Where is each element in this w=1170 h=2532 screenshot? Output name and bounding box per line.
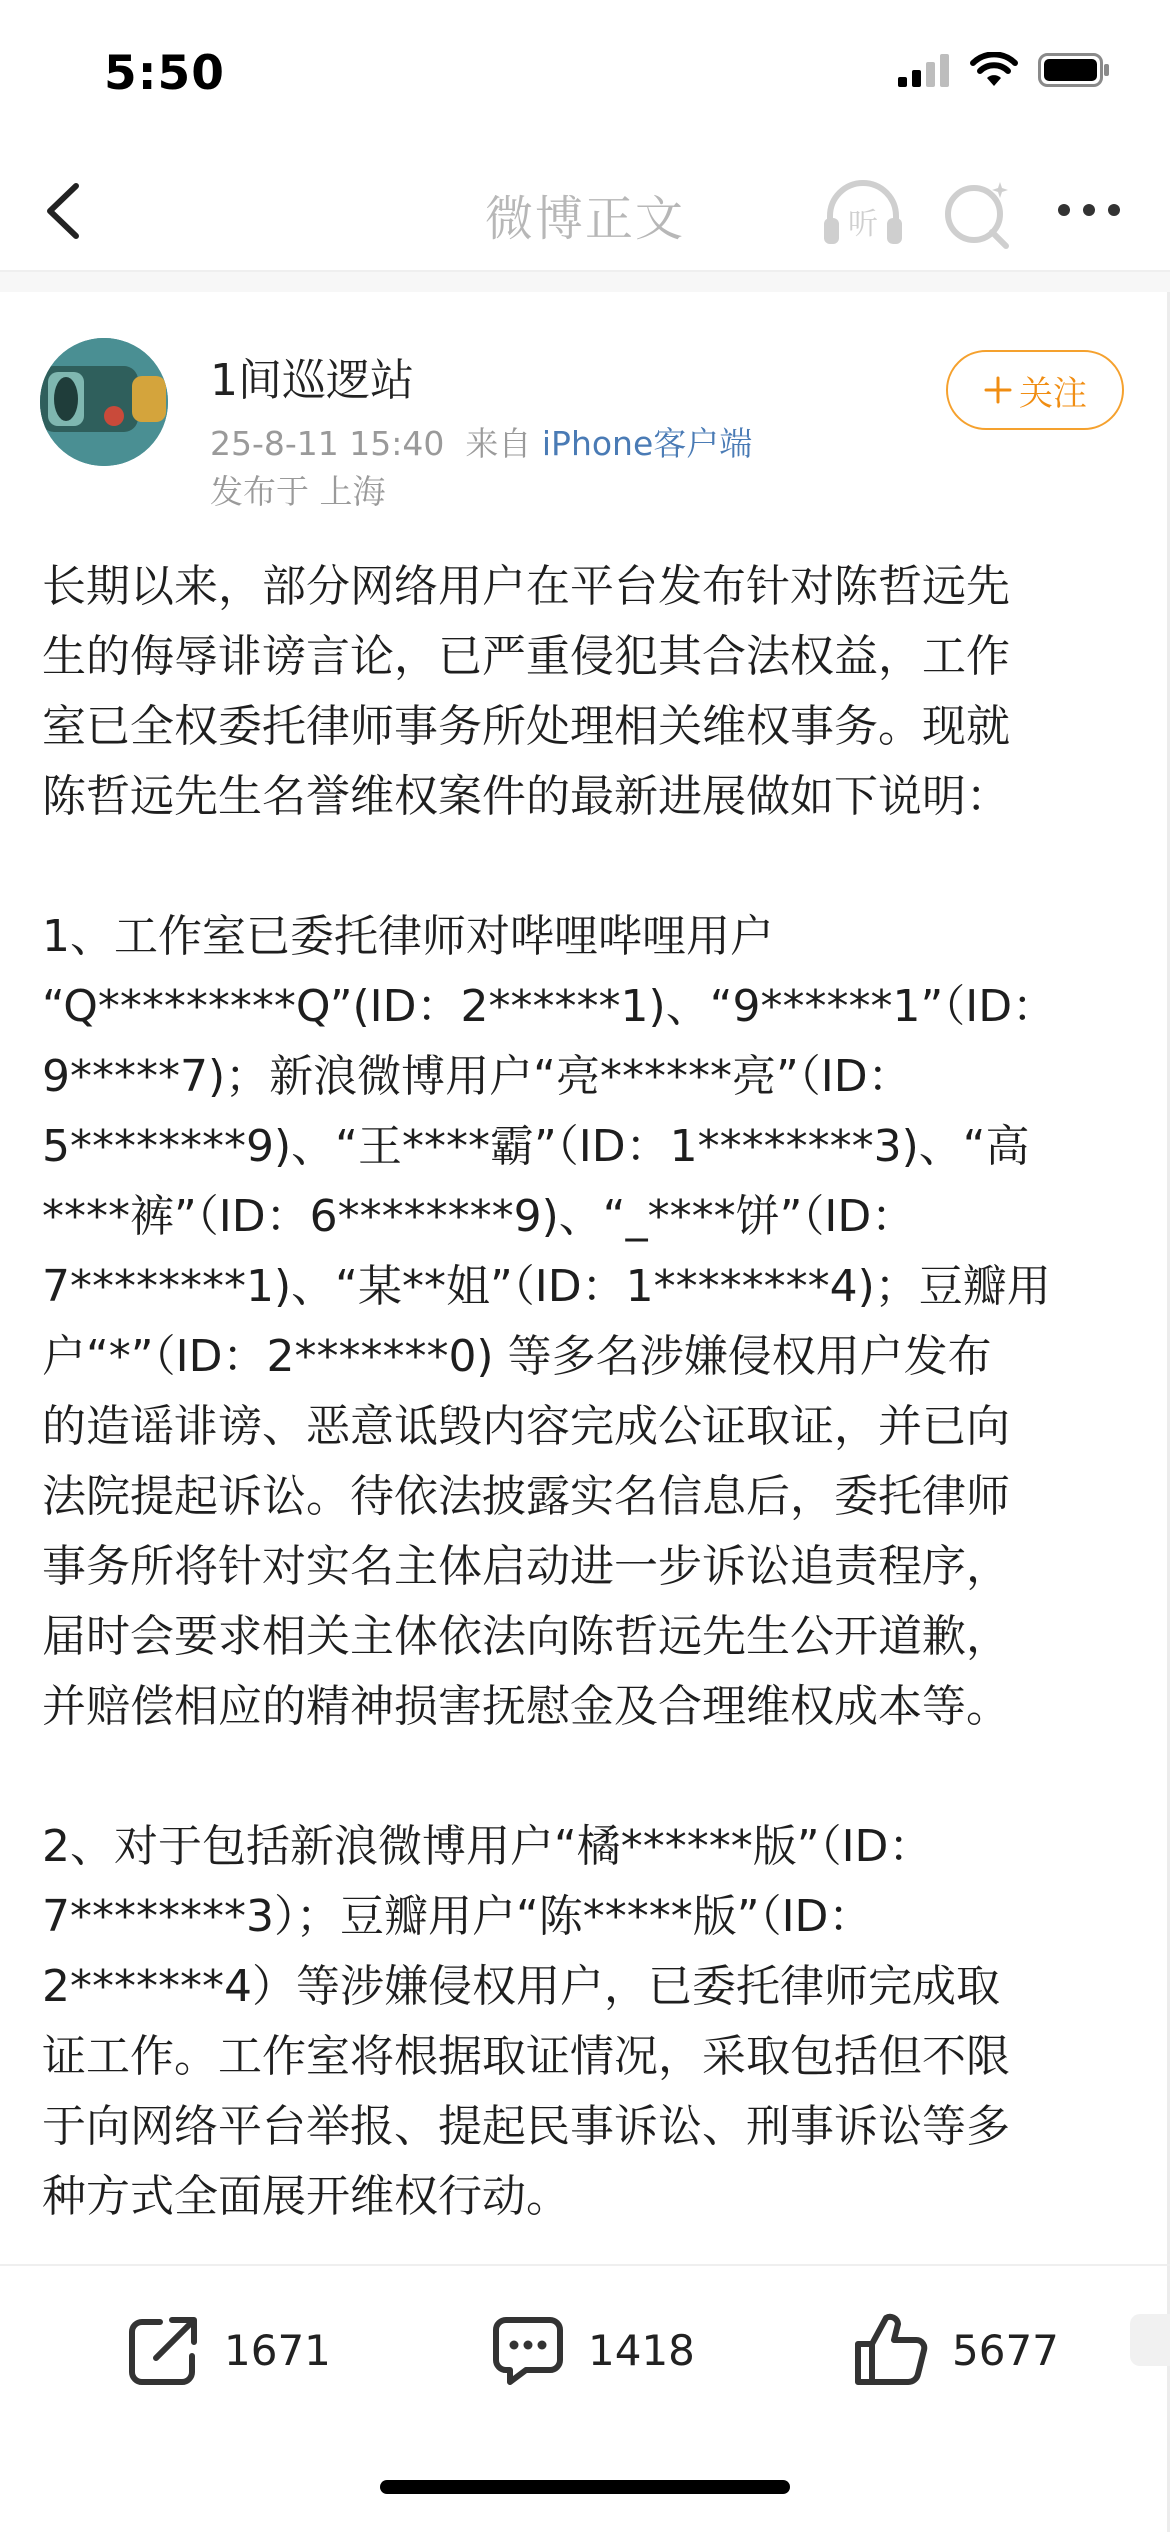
search-icon[interactable] <box>942 176 1014 252</box>
plus-icon <box>983 375 1013 405</box>
section-gap <box>0 272 1170 292</box>
post-body-line: “Q*********Q”(ID：2******1)、“9******1”（ID： <box>42 981 1057 1032</box>
comment-icon <box>490 2312 566 2388</box>
comment-count: 1418 <box>588 2325 695 2375</box>
floating-edge-tab[interactable] <box>1130 2314 1170 2366</box>
listen-headphones-icon[interactable] <box>820 176 906 252</box>
post-body-line: 户“*”（ID：2*******0) 等多名涉嫌侵权用户发布 <box>42 1331 992 1382</box>
post-body-line: 陈哲远先生名誉维权案件的最新进展做如下说明： <box>42 771 1010 822</box>
post-body-line: 2*******4）等涉嫌侵权用户，已委托律师完成取 <box>42 1961 1000 2012</box>
status-icons <box>898 52 1110 88</box>
post-body-line: 于向网络平台举报、提起民事诉讼、刑事诉讼等多 <box>42 2101 1010 2152</box>
post-body-line: 种方式全面展开维权行动。 <box>42 2171 570 2222</box>
post-location: 发布于 上海 <box>210 472 386 511</box>
repost-icon <box>126 2312 202 2388</box>
post-body-line: 7********1)、“某**姐”（ID：1********4)；豆瓣用 <box>42 1261 1051 1312</box>
post-body-line: 证工作。工作室将根据取证情况，采取包括但不限 <box>42 2031 1010 2082</box>
page-title: 微博正文 <box>484 191 685 247</box>
post-body-line: 届时会要求相关主体依法向陈哲远先生公开道歉， <box>42 1611 1010 1662</box>
thumbs-up-icon <box>850 2310 930 2390</box>
post-source-link[interactable]: iPhone客户端 <box>541 424 753 463</box>
battery-icon <box>1038 53 1110 87</box>
follow-button[interactable] <box>946 350 1124 430</box>
post-body-line: 法院提起诉讼。待依法披露实名信息后，委托律师 <box>42 1471 1010 1522</box>
cellular-signal-icon <box>898 53 950 87</box>
post-body-line: 2、对于包括新浪微博用户“橘******版”（ID： <box>42 1821 933 1872</box>
action-bar <box>0 2300 1170 2400</box>
paragraph-spacer <box>42 1742 1132 1812</box>
post-body-line: 1、工作室已委托律师对哔哩哔哩用户 <box>42 911 774 962</box>
post-date: 25-8-11 15:40 <box>210 424 445 463</box>
post-body-line: 5********9)、“王****霸”（ID：1********3)、“高 <box>42 1121 1030 1172</box>
status-time: 5:50 <box>104 46 225 101</box>
like-count: 5677 <box>952 2325 1059 2375</box>
post-body <box>42 552 1132 2232</box>
post-body-line: 9*****7)；新浪微博用户“亮******亮”（ID： <box>42 1051 912 1102</box>
avatar[interactable] <box>40 338 168 466</box>
like-button[interactable] <box>850 2300 1059 2400</box>
post-body-line: 7********3）；豆瓣用户“陈*****版”（ID： <box>42 1891 873 1942</box>
listen-icon-label: 听 <box>848 207 878 242</box>
post-meta <box>210 418 752 465</box>
post-body-line: 的造谣诽谤、恶意诋毁内容完成公证取证，并已向 <box>42 1401 1010 1452</box>
post-body-line: ****裤”（ID：6********9)、“_****饼”（ID： <box>42 1191 916 1242</box>
post-body-line: 室已全权委托律师事务所处理相关维权事务。现就 <box>42 701 1010 752</box>
avatar-image <box>40 338 168 466</box>
wifi-icon <box>970 52 1018 88</box>
paragraph-spacer <box>42 832 1132 902</box>
action-divider <box>0 2264 1170 2266</box>
follow-label: 关注 <box>1019 373 1087 414</box>
post-body-line: 并赔偿相应的精神损害抚慰金及合理维权成本等。 <box>42 1681 1010 1732</box>
post-body-line: 长期以来，部分网络用户在平台发布针对陈哲远先 <box>42 561 1010 612</box>
author-name[interactable]: 1间巡逻站 <box>210 355 414 406</box>
repost-button[interactable] <box>126 2300 331 2400</box>
home-indicator[interactable] <box>380 2480 790 2494</box>
nav-bar <box>0 150 1170 272</box>
comment-button[interactable] <box>490 2300 695 2400</box>
repost-count: 1671 <box>224 2325 331 2375</box>
more-options-icon[interactable] <box>1054 190 1124 230</box>
source-prefix: 来自 <box>465 424 532 463</box>
post-body-line: 事务所将针对实名主体启动进一步诉讼追责程序， <box>42 1541 1010 1592</box>
post-body-line: 生的侮辱诽谤言论，已严重侵犯其合法权益，工作 <box>42 631 1010 682</box>
status-bar <box>0 0 1170 150</box>
